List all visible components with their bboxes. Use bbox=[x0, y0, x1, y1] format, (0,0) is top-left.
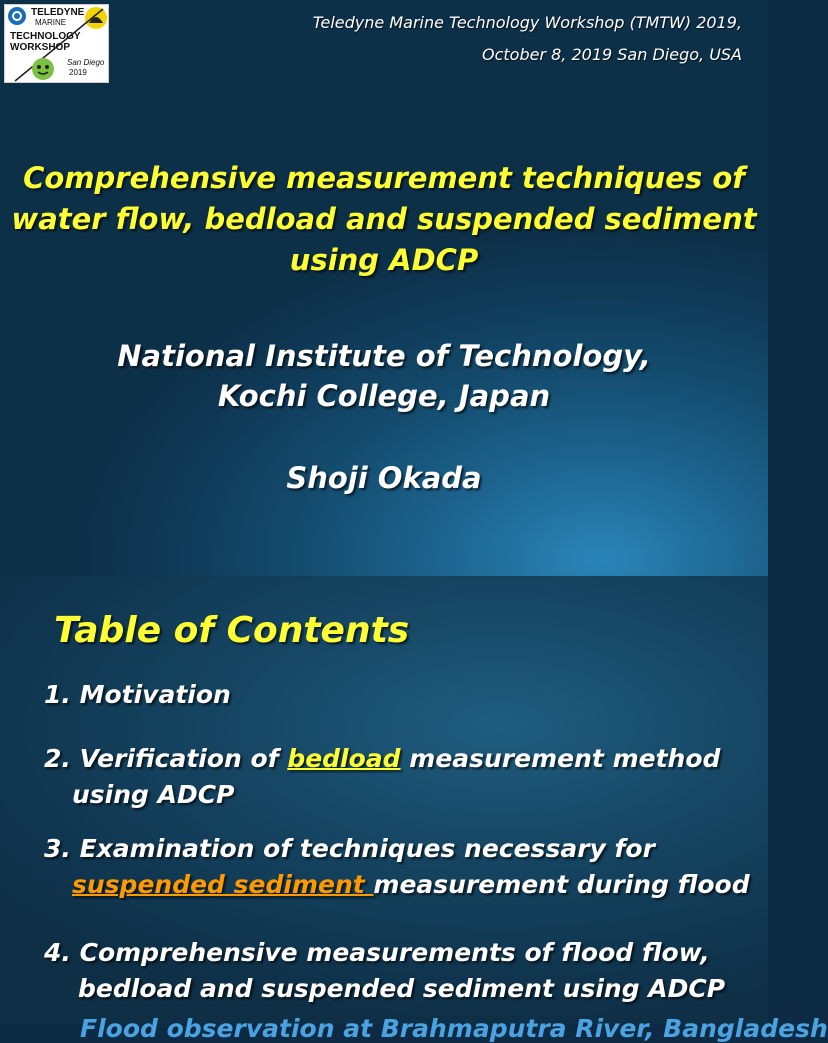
tmtw-logo bbox=[4, 4, 109, 83]
logo-text-city: San Diego bbox=[67, 58, 105, 67]
title-line: using ADCP bbox=[289, 243, 479, 277]
logo-text-workshop: WORKSHOP bbox=[10, 42, 70, 53]
toc-text: using ADCP bbox=[72, 780, 235, 809]
author-name: Shoji Okada bbox=[286, 461, 482, 495]
toc-subitem-cut-off: Flood observation at Brahmaputra River, Bangladesh bbox=[80, 1014, 828, 1043]
toc-heading: Table of Contents bbox=[54, 610, 410, 651]
toc-item-3-continued bbox=[72, 870, 750, 899]
toc-item-4-continued bbox=[78, 974, 725, 1003]
toc-text: measurement during flood bbox=[373, 870, 750, 899]
toc-text: 2. Verification of bbox=[44, 744, 288, 773]
toc-item-2-continued bbox=[72, 780, 234, 809]
logo-text-marine: MARINE bbox=[35, 18, 67, 27]
toc-item-1 bbox=[44, 680, 231, 709]
institute-line: National Institute of Technology, bbox=[117, 339, 651, 373]
toc-text: 1. Motivation bbox=[44, 680, 231, 709]
toc-text: 4. Comprehensive measurements of flood flow, bbox=[44, 938, 710, 967]
toc-text: measurement method bbox=[400, 744, 721, 773]
highlight-bedload: bedload bbox=[287, 744, 401, 773]
toc-item-4 bbox=[44, 938, 710, 967]
title-line: water flow, bedload and suspended sediment bbox=[11, 202, 757, 236]
institute-line: Kochi College, Japan bbox=[217, 379, 551, 413]
toc-text: bedload and suspended sediment using ADCP bbox=[78, 974, 726, 1003]
title-line: Comprehensive measurement techniques of bbox=[23, 161, 745, 195]
toc-item-2 bbox=[44, 744, 720, 773]
highlight-suspended-sediment: suspended sediment bbox=[72, 870, 374, 899]
event-line: Teledyne Marine Technology Workshop (TMTW) 2019, bbox=[312, 13, 742, 32]
contents-slide bbox=[0, 576, 828, 1043]
toc-text: 3. Examination of techniques necessary for bbox=[44, 834, 655, 863]
logo-text-year: 2019 bbox=[69, 68, 87, 77]
presentation-title bbox=[0, 158, 768, 281]
date-location-line: October 8, 2019 San Diego, USA bbox=[482, 45, 742, 64]
logo-text-teledyne: TELEDYNE bbox=[31, 7, 85, 18]
logo-text-technology: TECHNOLOGY bbox=[10, 31, 81, 42]
toc-item-3 bbox=[44, 834, 655, 863]
